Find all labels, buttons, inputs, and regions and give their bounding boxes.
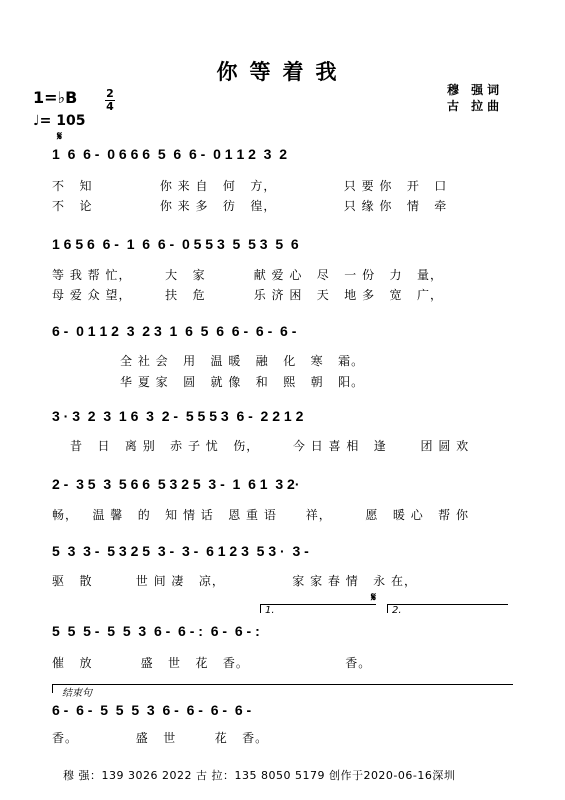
lyrics-line-1b: 不 论 你 来 多 彷 徨， 只 缘 你 情 牵 (52, 199, 448, 213)
lyrics-line-4: 昔 日 离 别 赤 子 忧 伤， 今 日 喜 相 逢 团 圆 欢 (70, 439, 470, 453)
lyrics-line-1a: 不 知 你 来 自 何 方， 只 要 你 开 口 (52, 179, 448, 193)
lyrics-line-8: 香。 盛 世 花 香。 (52, 731, 269, 745)
volta-bracket-1 (260, 604, 376, 613)
system-7 (52, 623, 522, 647)
lyrics-line-7: 催 放 盛 世 花 香。 香。 (52, 656, 372, 670)
system-4 (52, 408, 522, 432)
time-signature (104, 89, 116, 112)
volta-1-label: 1. (265, 605, 275, 616)
system-3 (52, 323, 522, 347)
system-2 (52, 236, 522, 260)
tempo-marking: ♩= 105 (33, 113, 86, 129)
lyrics-line-2a: 等 我 帮 忙， 大 家 献 爱 心 尽 一 份 力 量， (52, 268, 443, 282)
volta-bracket-2 (387, 604, 508, 613)
lyrics-line-2b: 母 爱 众 望， 扶 危 乐 济 困 天 地 多 宽 广， (52, 288, 443, 302)
notes-line-2: 1 6 5 6 6 - 1 6 6 - 0 5 5 3 5 5 3 5 6 (52, 236, 299, 252)
system-8 (52, 702, 522, 726)
ending-bracket (52, 684, 513, 693)
key-signature: 1=♭B (33, 88, 78, 107)
notes-line-3: 6 - 0 1 1 2 3 2 3 1 6 5 6 6 - 6 - 6 - (52, 323, 297, 339)
lyrics-line-3a: 全 社 会 用 温 暖 融 化 寒 霜。 (120, 354, 365, 368)
segno-icon-2: 𝄋 (371, 590, 377, 604)
notes-line-6: 5 3 3 - 5 3 2 5 3 - 3 - 6 1 2 3 5 3 · 3 - (52, 543, 309, 559)
notes-line-1: 1 6 6 - 0 6 6 6 5 6 6 - 0 1 1 2 3 2 (52, 146, 288, 162)
time-sig-bottom: 4 (106, 100, 114, 113)
ending-label: 结束句 (62, 688, 92, 699)
volta-2-label: 2. (392, 605, 402, 616)
system-5 (52, 476, 522, 500)
notes-line-5: 2 - 3 5 3 5 6 6 5 3 2 5 3 - 1 6 1 3 2· (52, 476, 300, 492)
notes-line-7: 5 5 5 - 5 5 3 6 - 6 - : 6 - 6 - : (52, 623, 260, 639)
composer-credit: 古 拉曲 (447, 99, 504, 113)
time-sig-top: 2 (106, 87, 114, 100)
lyrics-line-6: 驱 散 世 间 凄 凉， 家 家 春 情 永 在， (52, 574, 417, 588)
segno-icon: 𝄋 (57, 129, 63, 143)
notes-line-4: 3 · 3 2 3 1 6 3 2 - 5 5 5 3 6 - 2 2 1 2 (52, 408, 304, 424)
lyrics-line-3b: 华 夏 家 圆 就 像 和 熙 朝 阳。 (120, 375, 365, 389)
notes-line-8: 6 - 6 - 5 5 5 3 6 - 6 - 6 - 6 - (52, 702, 252, 718)
lyrics-line-5: 畅， 温 馨 的 知 情 话 恩 重 语 祥， 愿 暖 心 帮 你 (52, 508, 469, 522)
song-title: 你等着我 (216, 59, 349, 84)
footer-contact: 穆 强：139 3026 2022 古 拉：135 8050 5179 创作于2020-06-16深圳 (63, 769, 456, 782)
system-6 (52, 543, 522, 567)
lyricist-credit: 穆 强词 (447, 83, 504, 97)
system-1 (52, 146, 522, 170)
